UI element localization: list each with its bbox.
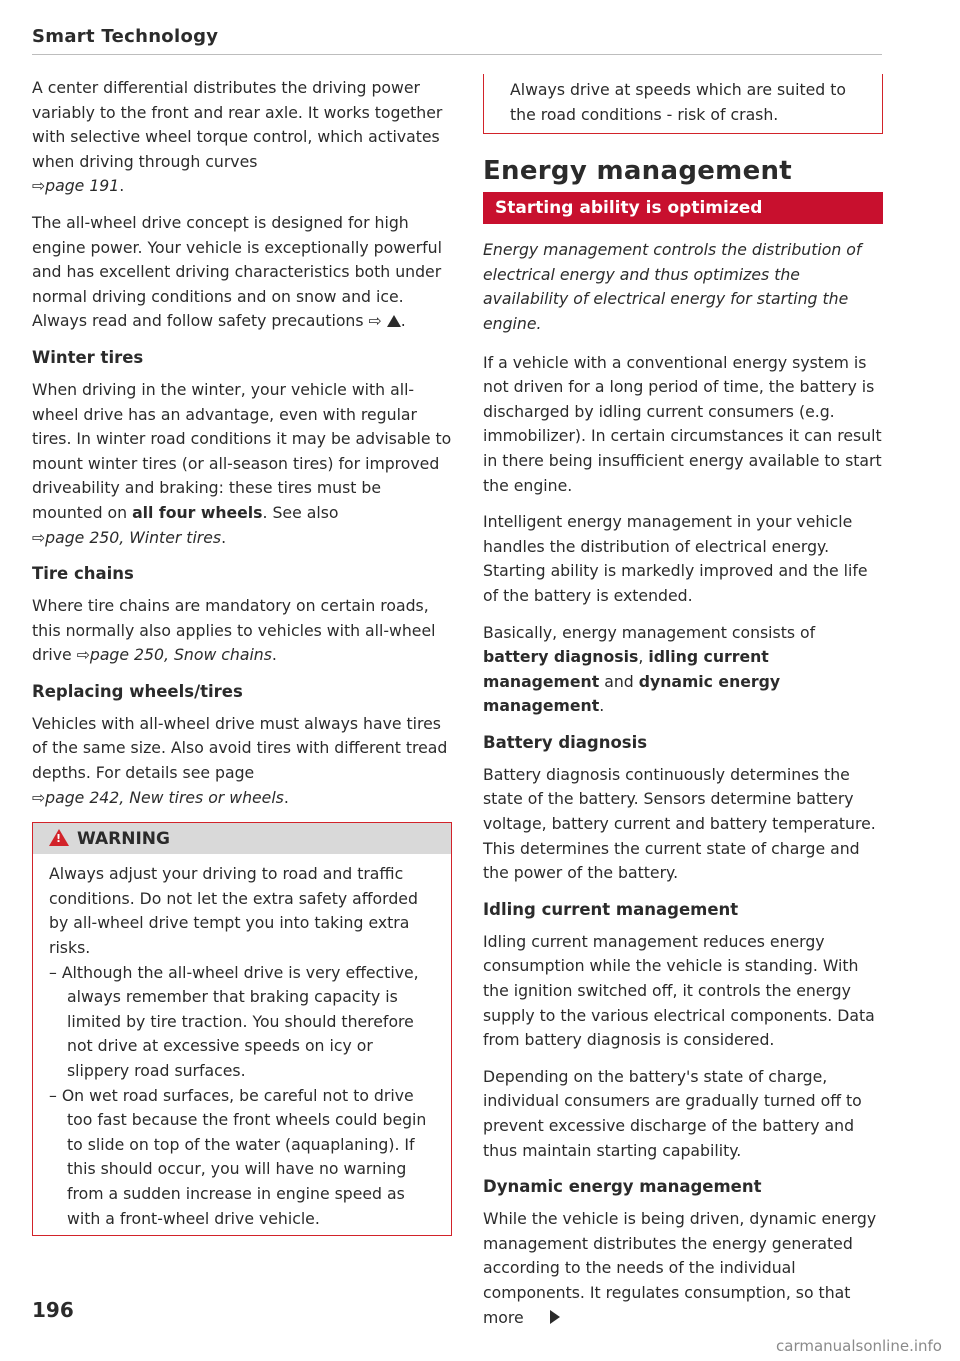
continue-arrow-icon: [550, 1310, 560, 1324]
paragraph-text: Where tire chains are mandatory on certain roads, this normally also applies to vehicles with all-wheel drive: [32, 596, 436, 665]
paragraph: Intelligent energy management in your vehicle handles the distribution of electrical energy. Starting ability is markedly improved and the life of the battery is extended.: [483, 512, 868, 605]
heading-idling-current: Idling current management: [483, 899, 739, 919]
warning-intro: Always adjust your driving to road and traffic conditions. Do not let the extra safety afforded by all-wheel drive tempt you into taking extra risks.: [49, 864, 418, 958]
warning-title: WARNING: [77, 829, 170, 850]
paragraph: Where tire chains are mandatory on certain roads, this normally also applies to vehicles with all-wheel drive ⇨page 250, Snow chains.: [32, 596, 436, 665]
watermark: carmanualsonline.info: [776, 1337, 942, 1355]
arrow-right-icon: ⇨: [32, 527, 46, 547]
right-column: [483, 78, 883, 1342]
paragraph-text: When driving in the winter, your vehicle with all-wheel drive has an advantage, even with regular tires. In winter road conditions it may be advisable to mount winter tires (or all-season tires) for improved driveability and braking: these tires must be mounted on: [32, 379, 452, 522]
notice-text: Always drive at speeds which are suited to the road conditions - risk of crash.: [510, 80, 846, 124]
paragraph-text: Vehicles with all-wheel drive must always have tires of the same size. Also avoid tires with different tread depths. For details see page: [32, 713, 448, 783]
warning-continuation-box: [483, 74, 883, 134]
heading-replacing-wheels: Replacing wheels/tires: [32, 681, 243, 701]
heading-dynamic-energy: Dynamic energy management: [483, 1177, 762, 1197]
paragraph-text: and: [604, 671, 634, 691]
arrow-right-icon: ⇨: [32, 787, 46, 807]
heading-battery-diagnosis: Battery diagnosis: [483, 732, 648, 752]
bold-text: dynamic energy management: [483, 671, 781, 716]
paragraph: A center differential distributes the driving power variably to the front and rear axle. It works together with selective wheel torque control, which activates when driving through curves ⇨page 191.: [32, 78, 443, 196]
page-number: 196: [32, 1298, 74, 1322]
paragraph-text: . See also: [262, 502, 339, 522]
heading-tire-chains: Tire chains: [32, 564, 134, 584]
section-title: Smart Technology: [32, 26, 219, 47]
paragraph: Vehicles with all-wheel drive must always have tires of the same size. Also avoid tires with different tread depths. For details see page ⇨page 242, New tires or wheels.: [32, 713, 448, 807]
page-link[interactable]: page 250, Winter tires: [45, 527, 222, 547]
paragraph: [483, 1207, 883, 1330]
paragraph: The all-wheel drive concept is designed for high engine power. Your vehicle is exceptionally powerful and has excellent driving characteristics both under normal driving conditions and on snow and ice. Always read and follow safety precautions ⇨ .: [32, 212, 442, 331]
paragraph: Basically, energy management consists of battery diagnosis, idling current management and dynamic energy management.: [483, 622, 816, 716]
paragraph: Battery diagnosis continuously determines the state of the battery. Sensors determine battery voltage, battery current and battery temperature. This determines the current state of charge and the power of the battery.: [483, 764, 876, 883]
paragraph-text: ,: [638, 647, 644, 667]
bold-text: all four wheels: [132, 502, 263, 522]
bold-text: idling current management: [483, 647, 769, 691]
arrow-right-icon: ⇨: [32, 176, 46, 196]
warning-triangle-icon: !: [49, 829, 69, 846]
page-header: [32, 26, 882, 55]
list-item: – On wet road surfaces, be careful not to drive too fast because the front wheels could begin to slide on top of the water (aquaplaning). If this should occur, you will have no warning from a sudden increase in engine speed as with a front-wheel drive vehicle.: [49, 1085, 427, 1228]
warning-header: [33, 823, 451, 854]
warning-body: [33, 854, 451, 1235]
warning-list: [49, 961, 435, 1232]
paragraph-text: While the vehicle is being driven, dynamic energy management distributes the energy generated according to the needs of the individual components. It regulates consumption, so that more: [483, 1209, 877, 1327]
heading-winter-tires: Winter tires: [32, 347, 144, 367]
bold-text: battery diagnosis: [483, 647, 639, 667]
arrow-right-icon: ⇨: [368, 311, 382, 331]
paragraph: Depending on the battery's state of charge, individual consumers are gradually turned off to prevent excessive discharge of the battery and thus maintain starting capability.: [483, 1066, 862, 1160]
list-item: – Although the all-wheel drive is very effective, always remember that braking capacity is limited by tire traction. You should therefore not drive at excessive speeds on icy or slippery road surfaces.: [49, 962, 419, 1080]
paragraph: Idling current management reduces energy consumption while the vehicle is standing. With the ignition switched off, it controls the energy supply to the various electrical components. Data from battery diagnosis is considered.: [483, 931, 875, 1050]
warning-box: [32, 822, 452, 1236]
arrow-right-icon: ⇨: [76, 645, 90, 665]
page-link[interactable]: page 250, Snow chains: [89, 645, 272, 665]
paragraph: When driving in the winter, your vehicle with all-wheel drive has an advantage, even with regular tires. In winter road conditions it may be advisable to mount winter tires (or all-season tires) for improved driveability and braking: these tires must be mounted on all four wheels. See also ⇨page 250, Winter tires.: [32, 379, 452, 547]
paragraph-text: The all-wheel drive concept is designed for high engine power. Your vehicle is exceptionally powerful and has excellent driving characteristics both under normal driving conditions and on snow and ice. Always read and follow safety precautions: [32, 212, 442, 331]
paragraph: If a vehicle with a conventional energy system is not driven for a long period of time, the battery is discharged by idling current consumers (e.g. immobilizer). In certain circumstances it can result in there being insufficient energy available to start the engine.: [483, 352, 882, 495]
warning-icon[interactable]: [387, 315, 401, 327]
chapter-title: Energy management: [483, 156, 793, 187]
left-column: [32, 76, 452, 1236]
paragraph-text: Basically, energy management consists of: [483, 622, 816, 642]
intro-paragraph: Energy management controls the distribution of electrical energy and thus optimizes the availability of electrical energy for starting the engine.: [483, 240, 862, 333]
section-banner: Starting ability is optimized: [483, 192, 883, 224]
page-link[interactable]: page 242, New tires or wheels: [45, 787, 284, 807]
paragraph-text: A center differential distributes the driving power variably to the front and rear axle. It works together with selective wheel torque control, which activates when driving through curves: [32, 78, 443, 171]
page-link[interactable]: page 191: [45, 176, 120, 196]
